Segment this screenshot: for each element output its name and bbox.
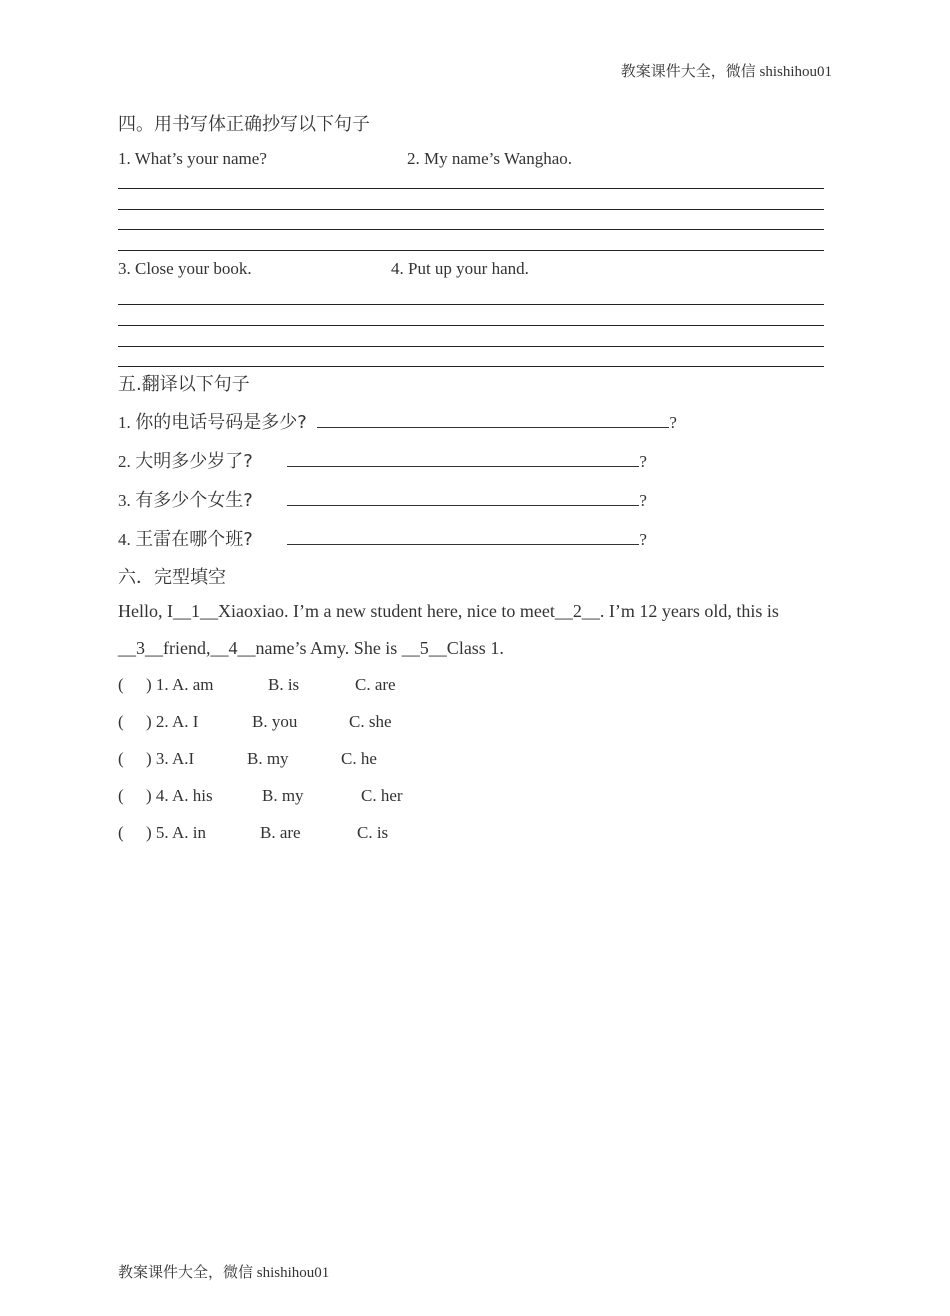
option-c: C. are [355,675,396,694]
writing-line[interactable] [118,250,824,251]
item-number: 1. [118,413,131,432]
option-b: B. are [260,823,301,842]
answer-blank[interactable] [317,413,669,428]
writing-line[interactable] [118,346,824,347]
answer-paren[interactable]: ( [118,712,124,731]
option-c: C. she [349,712,392,731]
writing-line[interactable] [118,366,824,367]
item-text: 你的电话号码是多少? [135,412,307,433]
option-a: ) 3. A.I [146,749,195,768]
answer-blank[interactable] [287,491,639,506]
section-5-title: 五.翻译以下句子 [118,374,250,395]
writing-line[interactable] [118,188,824,189]
item-number: 2. [118,452,131,471]
option-a: ) 2. A. I [146,712,199,731]
item-end: ? [639,452,647,471]
sentence-4: 4. Put up your hand. [391,259,529,278]
option-c: C. is [357,823,389,842]
item-end: ? [639,530,647,549]
option-b: B. is [268,675,300,694]
page-footer: 教案课件大全，微信 shishihou01 [118,1265,330,1281]
answer-paren[interactable]: ( [118,675,124,694]
answer-blank[interactable] [287,452,639,467]
answer-paren[interactable]: ( [118,749,124,768]
option-b: B. my [262,786,304,805]
option-a: ) 5. A. in [146,823,206,842]
option-b: B. my [247,749,289,768]
page-header: 教案课件大全，微信 shishihou01 [620,64,832,80]
answer-blank[interactable] [287,530,639,545]
answer-paren[interactable]: ( [118,786,124,805]
writing-line[interactable] [118,325,824,326]
writing-line[interactable] [118,229,824,230]
item-end: ? [639,491,647,510]
option-a: ) 4. A. his [146,786,213,805]
option-c: C. her [361,786,403,805]
cloze-passage-line-1: Hello, I__1__Xiaoxiao. I’m a new student here, nice to meet__2__. I’m 12 years old, this is [118,601,779,621]
item-text: 王雷在哪个班? [135,529,253,550]
cloze-passage-line-2: __3__friend,__4__name’s Amy. She is __5__Class 1. [118,638,504,658]
answer-paren[interactable]: ( [118,823,124,842]
translate-item-2 [118,447,647,473]
sentence-2: 2. My name’s Wanghao. [407,149,572,168]
translate-item-3 [118,486,647,512]
section-4-title: 四。用书写体正确抄写以下句子 [118,114,370,135]
option-c: C. he [341,749,377,768]
item-number: 4. [118,530,131,549]
item-text: 大明多少岁了? [135,451,253,472]
section-6-title: 六．完型填空 [118,567,226,588]
item-end: ? [669,413,677,432]
item-text: 有多少个女生? [135,490,253,511]
writing-line[interactable] [118,304,824,305]
option-b: B. you [252,712,298,731]
item-number: 3. [118,491,131,510]
sentence-1: 1. What’s your name? [118,149,267,168]
writing-line[interactable] [118,209,824,210]
option-a: ) 1. A. am [146,675,214,694]
sentence-3: 3. Close your book. [118,259,252,278]
translate-item-1 [118,408,677,434]
translate-item-4 [118,525,647,551]
